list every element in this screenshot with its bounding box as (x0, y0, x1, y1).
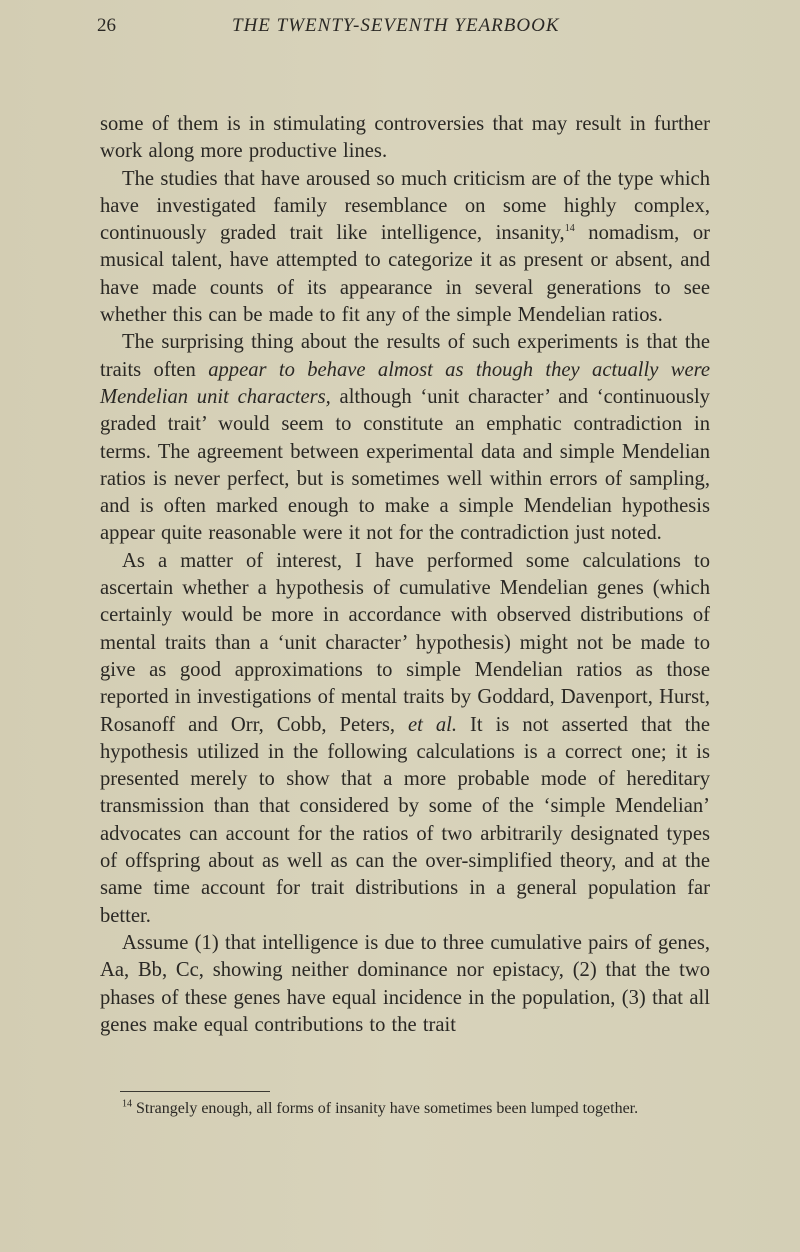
paragraph (100, 329, 710, 547)
text-run: although ‘unit character’ and ‘continuously graded trait’ would seem to constitute an emphatic contradiction in terms. The agreement between experimental data and simple Mendelian ratios is never perfect, but is sometimes well within errors of sampling, and is often marked enough to make a simple Mendelian hypothesis appear quite reasonable were it not for the contradiction just noted. (100, 385, 710, 545)
paragraph (100, 111, 710, 166)
text-run: The studies that have aroused so much criticism are of the type which have investigated family resemblance on some highly complex, continuously graded trait like intelligence, insanity, (100, 167, 710, 245)
italic-text: et al. (408, 713, 458, 736)
text-run: Assume (1) that intelligence is due to three cumulative pairs of genes, Aa, Bb, Cc, showing neither dominance nor epistacy, (2) that the two phases of these genes have equal incidence in the population, (3) that all genes make equal contributions to the trait (100, 931, 710, 1036)
page-header (97, 15, 717, 43)
paragraph (100, 548, 710, 930)
footnote-reference: 14 (564, 223, 575, 235)
text-run: some of them is in stimulating controversies that may result in further work along more productive lines. (100, 113, 710, 163)
footnote (100, 1098, 710, 1119)
footnote-divider (120, 1091, 270, 1092)
page-number: 26 (97, 15, 116, 36)
paragraph (100, 930, 710, 1039)
footnote-text: Strangely enough, all forms of insanity have sometimes been lumped together. (132, 1100, 639, 1117)
running-head: THE TWENTY-SEVENTH YEARBOOK (232, 15, 560, 36)
text-run: nomadism, or musical talent, have attempted to categorize it as present or absent, and have made counts of its appearance in several generations to see whether this can be made to fit any of the simple Mendelian ratios. (100, 222, 710, 327)
text-run: The surprising thing about the results of such experiments is that the traits often (100, 331, 710, 381)
paragraph (100, 166, 710, 330)
body-text (100, 111, 710, 1039)
footnote-marker: 14 (122, 1098, 132, 1110)
text-run: As a matter of interest, I have performed some calculations to ascertain whether a hypothesis of cumulative Mendelian genes (which certainly would be more in accordance with observed distributions of mental traits than a ‘unit character’ hypothesis) might not be made to give as good approximations to simple Mendelian ratios as those reported in investigations of mental traits by Goddard, Davenport, Hurst, Rosanoff and Orr, Cobb, Peters, (100, 549, 710, 736)
italic-text: appear to behave almost as though they actually were Mendelian unit characters, (100, 358, 710, 408)
text-run: It is not asserted that the hypothesis utilized in the following calculations is a correct one; it is presented merely to show that a more probable mode of hereditary transmission than that considered by some of the ‘simple Mendelian’ advocates can account for the ratios of two arbitrarily designated types of offspring about as well as can the over-simplified theory, and at the same time account for trait distributions in a general population far better. (100, 713, 710, 927)
